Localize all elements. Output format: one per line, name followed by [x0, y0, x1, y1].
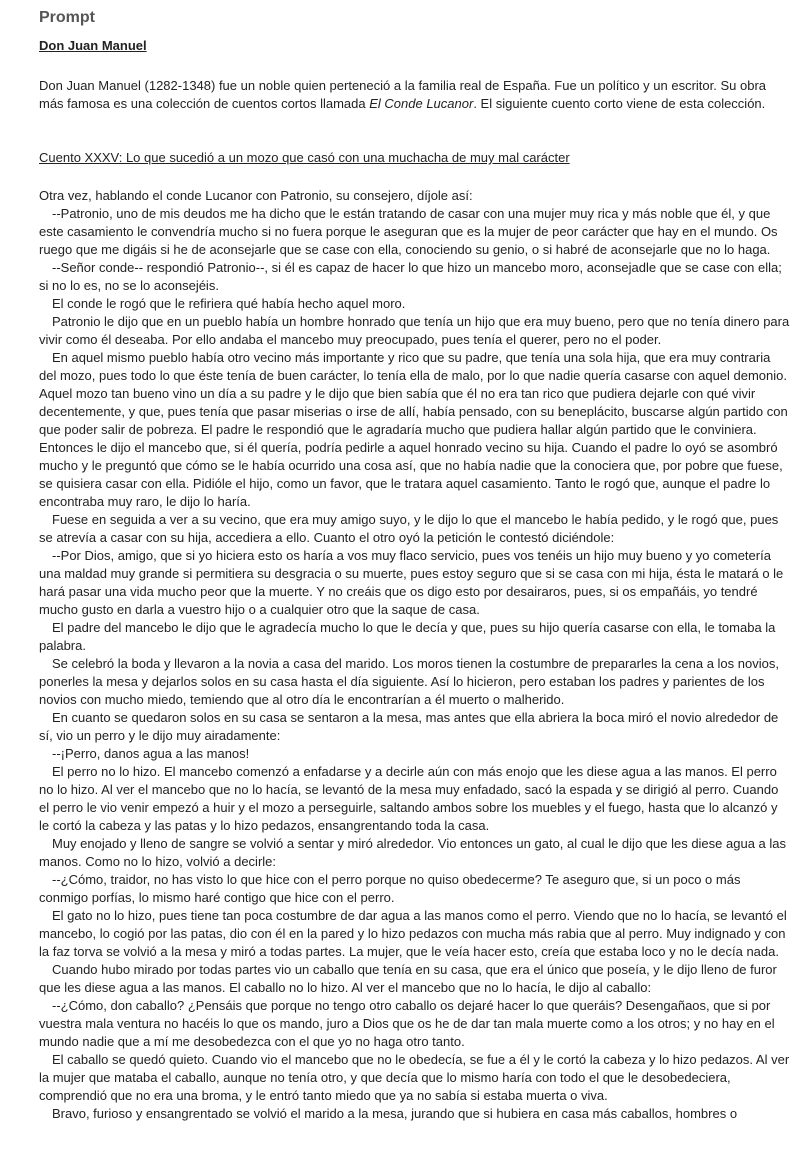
story-paragraph: El caballo se quedó quieto. Cuando vio el mancebo que no le obedecía, se fue a él y le cortó la cabeza y lo hizo pedazos. Al ver la mujer que mataba el caballo, aunque no tenía otro, y que decía que lo mismo haría con todo el que le desobedeciera, comprendió que no era una broma, y le entró tanto miedo que ya no sabía si estaba muerta o viva.: [39, 1052, 790, 1103]
intro-paragraph: [39, 77, 791, 113]
story-title: Cuento XXXV: Lo que sucedió a un mozo que casó con una muchacha de muy mal carácter: [39, 150, 570, 165]
story-paragraph: Cuando hubo mirado por todas partes vio un caballo que tenía en su casa, que era el único que poseía, y le dijo lleno de furor que les diese agua a las manos. El caballo no lo hizo. Al ver el mancebo que no lo hacía, le dijo al caballo:: [39, 962, 777, 995]
story-paragraph: --Señor conde-- respondió Patronio--, si él es capaz de hacer lo que hizo un mancebo moro, aconsejadle que se case con ella; si no lo es, no se lo aconsejéis.: [39, 260, 782, 293]
story-paragraph: Bravo, furioso y ensangrentado se volvió el marido a la mesa, jurando que si hubiera en casa más caballos, hombres o: [52, 1106, 738, 1121]
story-paragraph: --¡Perro, danos agua a las manos!: [52, 746, 250, 761]
book-title: El Conde Lucanor: [369, 96, 474, 111]
story-paragraph: Fuese en seguida a ver a su vecino, que era muy amigo suyo, y le dijo lo que el mancebo le había pedido, y le rogó que, pues se atrevía a casar con su hija, accediera a ello. Cuanto el otro oyó la petición le contestó diciéndole:: [39, 512, 779, 545]
story-paragraph: El padre del mancebo le dijo que le agradecía mucho lo que le decía y que, pues su hijo quería casarse con ella, le tomaba la palabra.: [39, 620, 776, 653]
story-paragraph: --Por Dios, amigo, que si yo hiciera esto os haría a vos muy flaco servicio, pues vos tenéis un hijo muy bueno y yo cometería una maldad muy grande si permitiera su desgracia o su muerte, pues estoy seguro que si se casa con mi hija, ésta le matará o le hará pasar una vida mucho peor que la muerte. Y no creáis que os digo esto por desairaros, pues, si os empañáis, yo tendré mucho gusto en darla a vuestro hijo o a cualquier otro que la saque de casa.: [39, 548, 784, 617]
author-title: Don Juan Manuel: [39, 38, 147, 53]
story-paragraph: El gato no lo hizo, pues tiene tan poca costumbre de dar agua a las manos como el perro. Viendo que no lo hacía, se levantó el mancebo, lo cogió por las patas, dio con él en la pared y lo hizo pedazos con mucha más rabia que al perro. Muy indignado y con la faz torva se volvió a la mesa y miró a todas partes. La mujer, que le veía hacer esto, creía que estaba loco y no le decía nada.: [39, 908, 787, 959]
story-paragraph: En aquel mismo pueblo había otro vecino más importante y rico que su padre, que tenía una sola hija, que era muy contraria del mozo, pues todo lo que éste tenía de buen carácter, lo tenía ella de malo, por lo que nadie quería casarse con aquel demonio. Aquel mozo tan bueno vino un día a su padre y le dijo que bien sabía que él no era tan rico que pudiera dejarle con qué vivir decentemente, y que, pues tenía que pasar miserias o irse de allí, había pensado, con su beneplácito, buscarse algún partido con que poder salir de pobreza. El padre le respondió que le agradaría mucho que pudiera hallar algún partido que le conviniera. Entonces le dijo el mancebo que, si él quería, podría pedirle a aquel honrado vecino su hija. Cuando el padre lo oyó se asombró mucho y le preguntó que cómo se le había ocurrido una cosa así, que no había nadie que la conociera que, por pobre que fuese, se quisiera casar con ella. Pidióle el hijo, como un favor, que le tratara aquel casamiento. Tanto le rogó que, aunque el padre lo encontraba muy raro, le dijo lo haría.: [39, 350, 788, 509]
story-paragraph: Patronio le dijo que en un pueblo había un hombre honrado que tenía un hijo que era muy bueno, pero que no tenía dinero para vivir como él deseaba. Por ello andaba el mancebo muy preocupado, pues tenía el querer, pero no el poder.: [39, 314, 790, 347]
intro-text-start: Don Juan Manuel (1282-1348) fue un noble quien perteneció a la familia real de España. Fue un político y un escritor. Su obra más famosa es una colección de cuentos cortos llamada: [39, 78, 767, 111]
story-paragraph: El perro no lo hizo. El mancebo comenzó a enfadarse y a decirle aún con más enojo que les diese agua a las manos. El perro no lo hizo. Al ver el mancebo que no lo hacía, se levantó de la mesa muy enfadado, sacó la espada y se dirigió al perro. Cuando el perro le vio venir empezó a huir y el mozo a perseguirle, saltando ambos sobre los muebles y el fuego, hasta que lo alcanzó y le cortó la cabeza y las patas y lo hizo pedazos, ensangrentando toda la casa.: [39, 764, 779, 833]
story-paragraph: Muy enojado y lleno de sangre se volvió a sentar y miró alrededor. Vio entonces un gato, al cual le dijo que les diese agua a las manos. Como no lo hizo, volvió a decirle:: [39, 836, 786, 869]
prompt-heading: Prompt: [39, 9, 95, 26]
story-paragraph: En cuanto se quedaron solos en su casa se sentaron a la mesa, mas antes que ella abriera la boca miró el novio alrededor de sí, vio un perro y le dijo muy airadamente:: [39, 710, 779, 743]
story-paragraph: El conde le rogó que le refiriera qué había hecho aquel moro.: [52, 296, 406, 311]
story-paragraph: Se celebró la boda y llevaron a la novia a casa del marido. Los moros tienen la costumbre de prepararles la cena a los novios, ponerles la mesa y dejarlos solos en su casa hasta el día siguiente. Así lo hicieron, pero estaban los padres y parientes de los novios con mucho miedo, temiendo que al otro día le encontrarían a él muerto o malherido.: [39, 656, 779, 707]
intro-text-end: . El siguiente cuento corto viene de esta colección.: [473, 96, 766, 111]
story-paragraph: --¿Cómo, traidor, no has visto lo que hice con el perro porque no quiso obedecerme? Te aseguro que, si un poco o más conmigo porfías, lo mismo haré contigo que hice con el perro.: [39, 872, 741, 905]
story-paragraph: --Patronio, uno de mis deudos me ha dicho que le están tratando de casar con una mujer muy rica y más noble que él, y que este casamiento le convendría mucho si no fuera porque le aseguran que es la mujer de peor carácter que hay en el mundo. Os ruego que me digáis si he de aconsejarle que se case con ella, conociendo su genio, o si habré de aconsejarle que no lo haga.: [39, 206, 778, 257]
story-text: [39, 187, 791, 1123]
story-paragraph: --¿Cómo, don caballo? ¿Pensáis que porque no tengo otro caballo os dejaré hacer lo que queráis? Desengañaos, que si por vuestra mala ventura no hacéis lo que os mando, juro a Dios que os he de dar tan mala muerte como a los otros; y no hay en el mundo nadie que a mí me desobedezca con el que yo no haga otro tanto.: [39, 998, 775, 1049]
story-paragraph: Otra vez, hablando el conde Lucanor con Patronio, su consejero, díjole así:: [39, 188, 473, 203]
